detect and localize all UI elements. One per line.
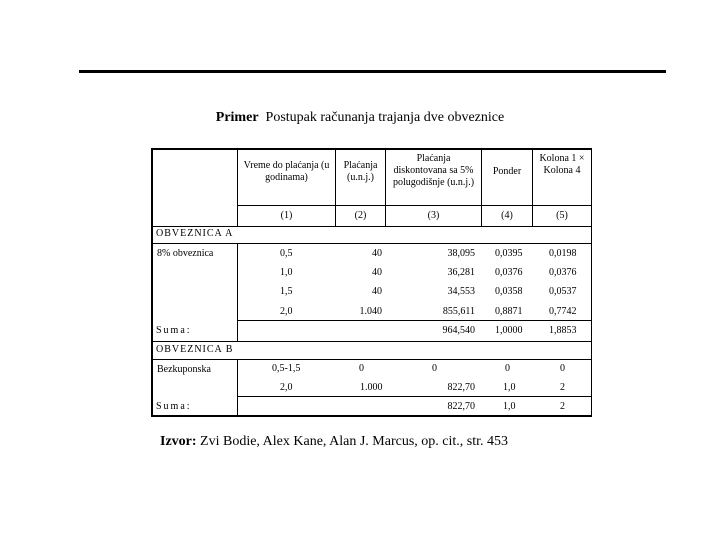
- section-b-sum-label: Suma:: [156, 401, 192, 412]
- top-rule: [79, 70, 666, 73]
- colnum-5: (5): [556, 210, 568, 221]
- source-text: Zvi Bodie, Alex Kane, Alan J. Marcus, op. cit., str. 453: [200, 434, 509, 449]
- colnum-1: (1): [280, 210, 293, 221]
- page-title: [0, 110, 720, 126]
- source-citation: [160, 434, 508, 450]
- colnum-3: (3): [427, 210, 440, 221]
- header-col1: Vreme do plaćanja (u godinama): [243, 160, 330, 183]
- title-text: Postupak računanja trajanja dve obveznice: [265, 110, 505, 125]
- section-a-label: OBVEZNICA A: [156, 228, 234, 239]
- header-col3: Plaćanja diskontovana sa 5% polugodišnje (u.n.j.): [392, 153, 475, 188]
- colnum-4: (4): [501, 210, 513, 221]
- header-col5: Kolona 1 × Kolona 4: [539, 153, 585, 176]
- section-a-bond: 8% obveznica: [157, 248, 214, 259]
- section-b-bond: Bezkuponska: [157, 364, 211, 375]
- section-a-sum-label: Suma:: [156, 325, 192, 336]
- header-col2: Plaćanja (u.n.j.): [343, 160, 378, 183]
- header-col4: Ponder: [492, 166, 522, 177]
- section-b-label: OBVEZNICA B: [156, 344, 234, 355]
- source-bold: Izvor:: [160, 434, 197, 449]
- colnum-2: (2): [354, 210, 367, 221]
- title-bold: Primer: [215, 110, 259, 125]
